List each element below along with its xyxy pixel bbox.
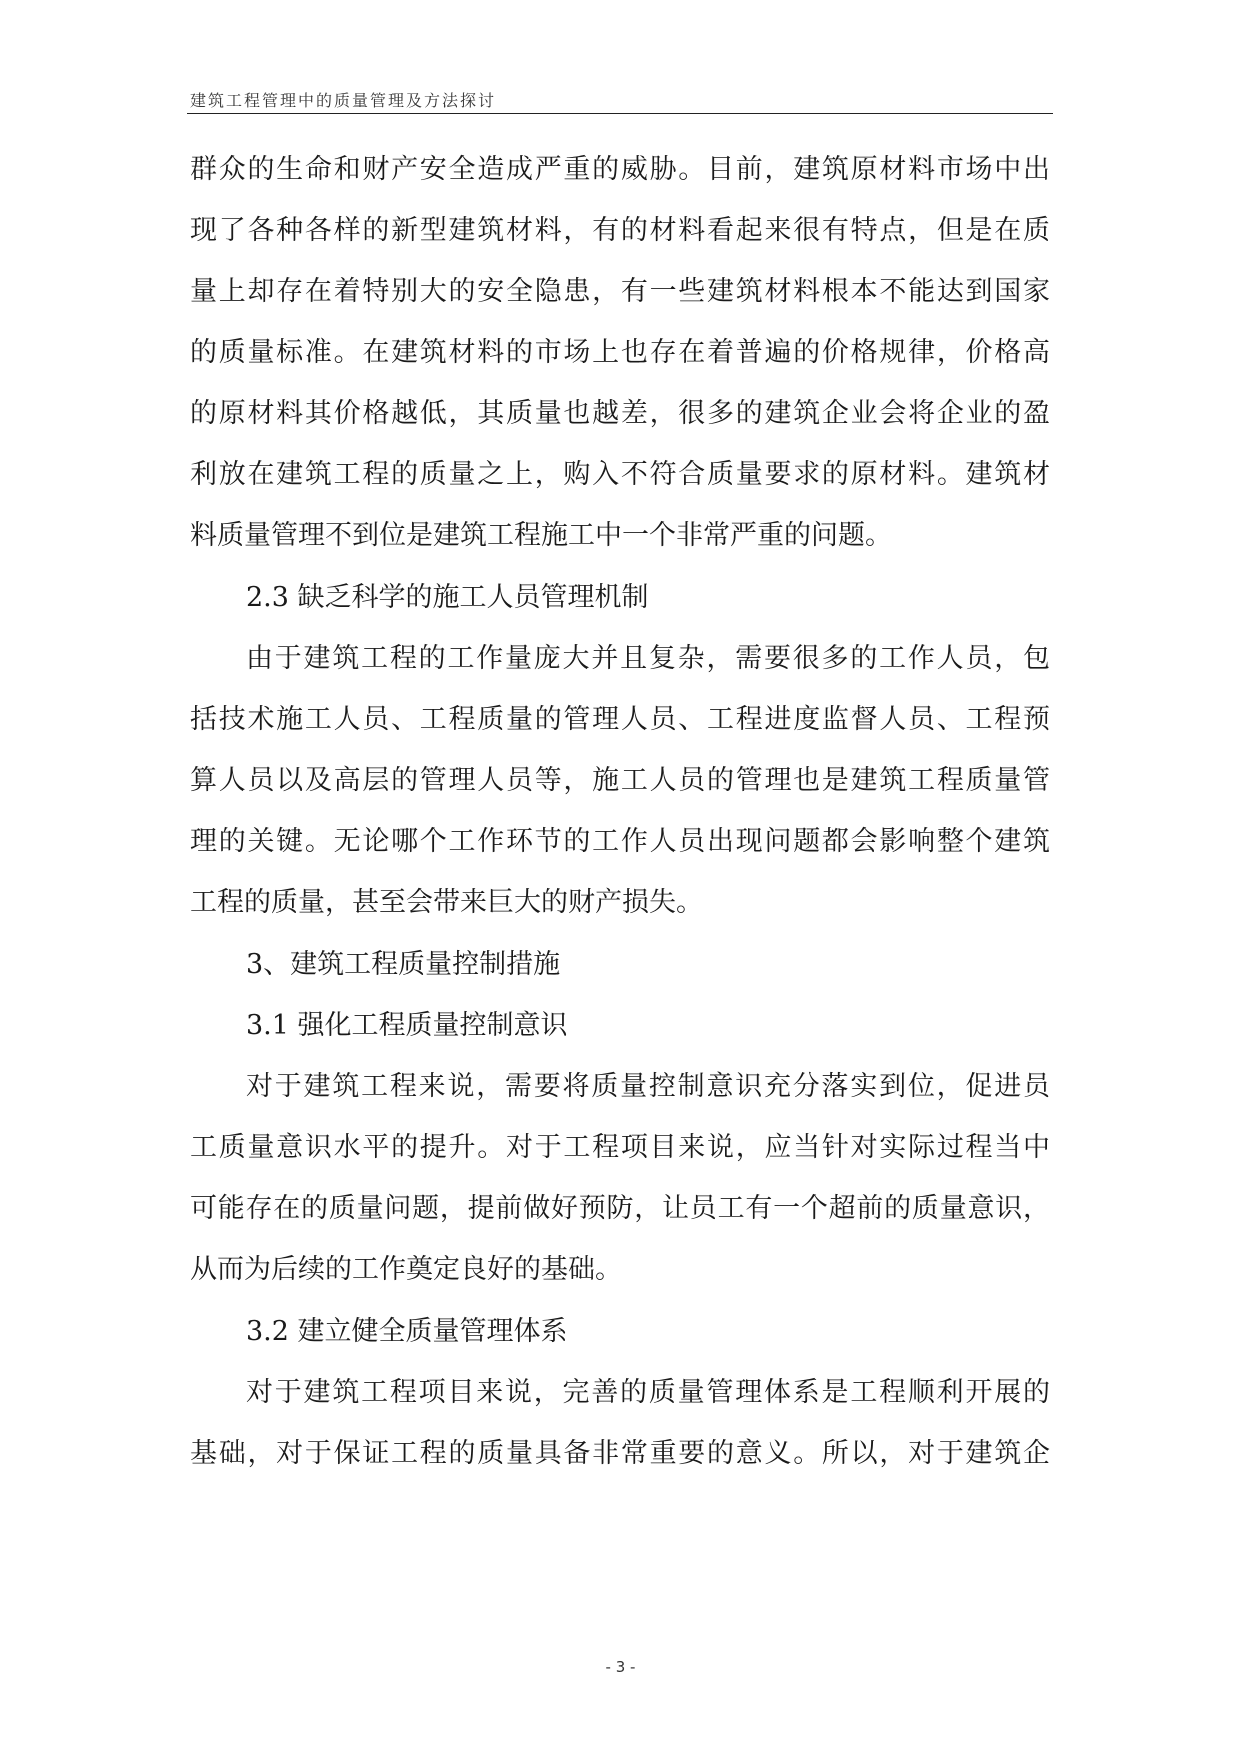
paragraph-line: 现了各种各样的新型建筑材料，有的材料看起来很有特点，但是在质	[190, 215, 1050, 246]
paragraph-line: 工程的质量，甚至会带来巨大的财产损失。	[190, 887, 703, 918]
paragraph-line: 群众的生命和财产安全造成严重的威胁。目前，建筑原材料市场中出	[190, 154, 1050, 185]
paragraph-line: 的原材料其价格越低，其质量也越差，很多的建筑企业会将企业的盈	[190, 398, 1050, 429]
header-divider	[187, 113, 1053, 114]
paragraph-line: 括技术施工人员、工程质量的管理人员、工程进度监督人员、工程预	[190, 704, 1050, 735]
paragraph-line: 的质量标准。在建筑材料的市场上也存在着普遍的价格规律，价格高	[190, 337, 1050, 368]
page-number: - 3 -	[605, 1658, 636, 1676]
paragraph-line: 可能存在的质量问题，提前做好预防，让员工有一个超前的质量意识，	[190, 1193, 1050, 1224]
paragraph-line: 基础，对于保证工程的质量具备非常重要的意义。所以，对于建筑企	[190, 1438, 1050, 1469]
paragraph-line: 算人员以及高层的管理人员等，施工人员的管理也是建筑工程质量管	[190, 765, 1050, 796]
paragraph-line: 料质量管理不到位是建筑工程施工中一个非常严重的问题。	[190, 520, 892, 551]
paragraph-line: 量上却存在着特别大的安全隐患，有一些建筑材料根本不能达到国家	[190, 276, 1050, 307]
paragraph-line: 利放在建筑工程的质量之上，购入不符合质量要求的原材料。建筑材	[190, 459, 1050, 490]
paragraph-line: 理的关键。无论哪个工作环节的工作人员出现问题都会影响整个建筑	[190, 826, 1050, 857]
paragraph-line: 从而为后续的工作奠定良好的基础。	[190, 1254, 622, 1285]
paragraph-line: 工质量意识水平的提升。对于工程项目来说，应当针对实际过程当中	[190, 1132, 1050, 1163]
section-heading-2-3: 2.3 缺乏科学的施工人员管理机制	[246, 582, 649, 613]
header-title: 建筑工程管理中的质量管理及方法探讨	[190, 91, 497, 110]
section-heading-3-2: 3.2 建立健全质量管理体系	[246, 1316, 568, 1347]
paragraph-line: 对于建筑工程来说，需要将质量控制意识充分落实到位，促进员	[246, 1071, 1050, 1102]
section-heading-3-1: 3.1 强化工程质量控制意识	[246, 1010, 568, 1041]
section-heading-3: 3、建筑工程质量控制措施	[246, 949, 561, 980]
paragraph-line: 由于建筑工程的工作量庞大并且复杂，需要很多的工作人员，包	[246, 643, 1050, 674]
paragraph-line: 对于建筑工程项目来说，完善的质量管理体系是工程顺利开展的	[246, 1377, 1050, 1408]
